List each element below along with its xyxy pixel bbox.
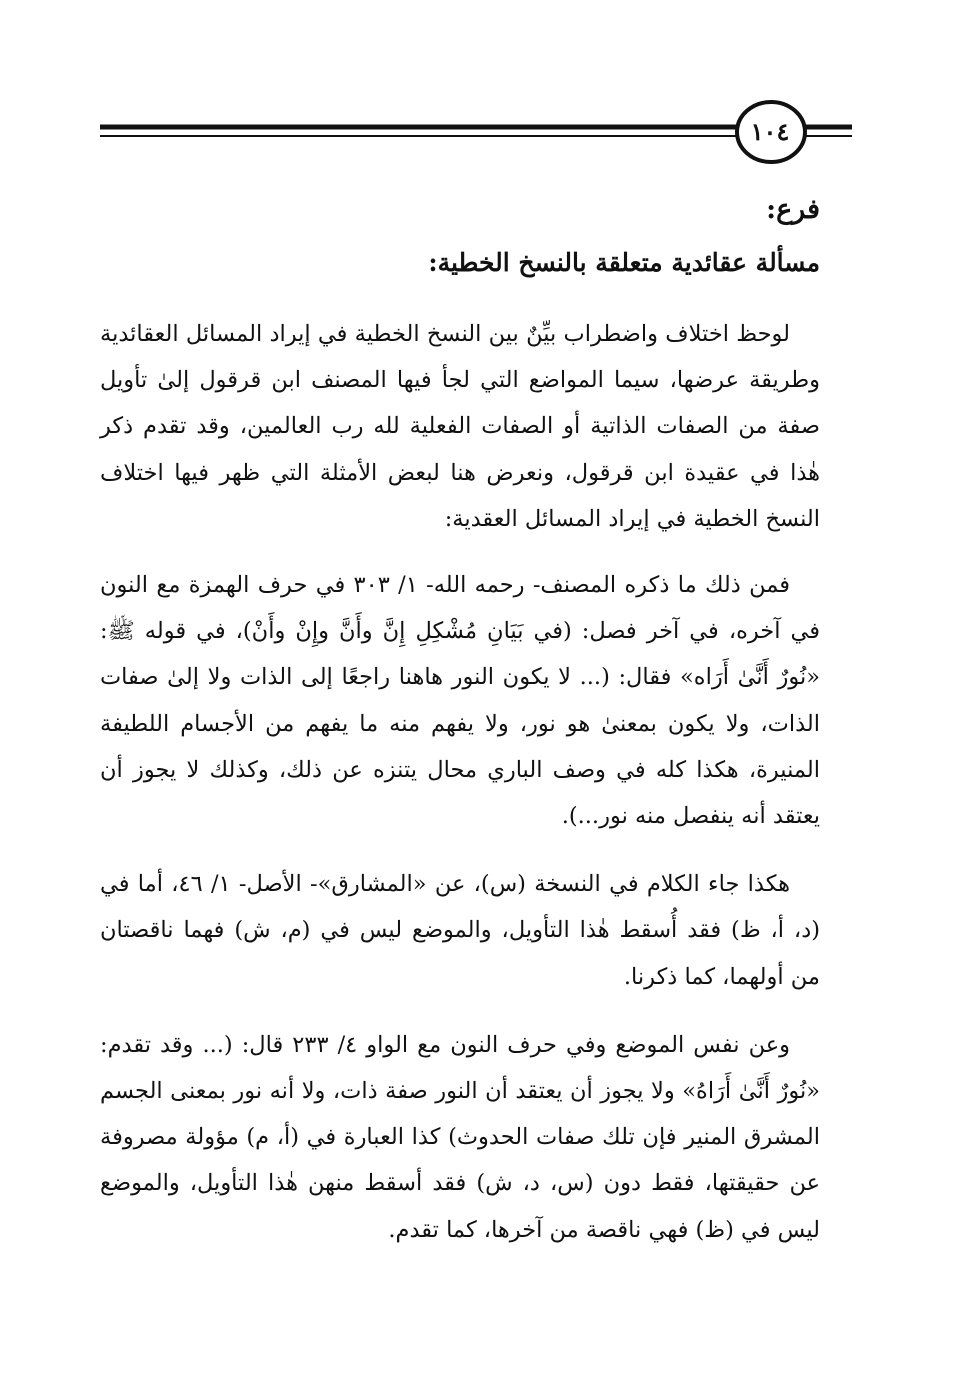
branch-heading: فرع: — [766, 194, 820, 225]
paragraph-1: لوحظ اختلاف واضطراب بيِّنٌ بين النسخ الخطية في إيراد المسائل العقائدية وطريقة عرضها، سيما المواضع التي لجأ فيها المصنف ابن قرقول إلىٰ تأويل صفة من الصفات الذاتية أو الصفات الفعلية لله رب العالمين، وقد تقدم ذكر هٰذا في عقيدة ابن قرقول، ونعرض هنا لبعض الأمثلة التي ظهر فيها اختلاف النسخ الخطية في إيراد المسائل العقدية: — [100, 321, 820, 532]
header-rule-ornament — [0, 0, 956, 180]
paragraph-4: وعن نفس الموضع وفي حرف النون مع الواو ٤/ ٢٣٣ قال: (... وقد تقدم: «نُورٌ أَنَّىٰ أَرَاهُ» ولا يجوز أن يعتقد أن النور صفة ذات، ولا أنه نور بمعنى الجسم المشرق المنير فإن تلك صفات الحدوث) كذا العبارة في (أ، م) مؤولة مصروفة عن حقيقتها، فقط دون (س، د، ش) فقد أسقط منهن هٰذا التأويل، والموضع ليس في (ظ) فهي ناقصة من آخرها، كما تقدم. — [100, 1031, 820, 1243]
page-body — [100, 185, 820, 1253]
page-number: ١٠٤ — [750, 117, 790, 146]
paragraph-2: فمن ذلك ما ذكره المصنف- رحمه الله- ١/ ٣٠٣ في حرف الهمزة مع النون في آخره، في آخر فصل: (في بَيَانِ مُشْكِلِ إِنَّ وأَنَّ وإِنْ وأَنْ)، في قوله ﷺ: «نُورٌ أَنَّىٰ أَرَاه» فقال: (... لا يكون النور هاهنا راجعًا إلى الذات ولا إلىٰ صفات الذات، ولا يكون بمعنىٰ هو نور، ولا يفهم منه ما يفهم من الأجسام اللطيفة المنيرة، هكذا كله في وصف الباري محال يتنزه عن ذلك، وكذلك لا يجوز أن يعتقد أنه ينفصل منه نور...). — [100, 572, 820, 830]
page-header — [0, 0, 956, 180]
section-heading: مسألة عقائدية متعلقة بالنسخ الخطية: — [428, 248, 820, 277]
paragraph-3: هكذا جاء الكلام في النسخة (س)، عن «المشارق»- الأصل- ١/ ٤٦، أما في (د، أ، ظ) فقد أُسقط هٰذا التأويل، والموضع ليس في (م، ش) فهما ناقصتان من أولهما، كما ذكرنا. — [100, 871, 820, 990]
